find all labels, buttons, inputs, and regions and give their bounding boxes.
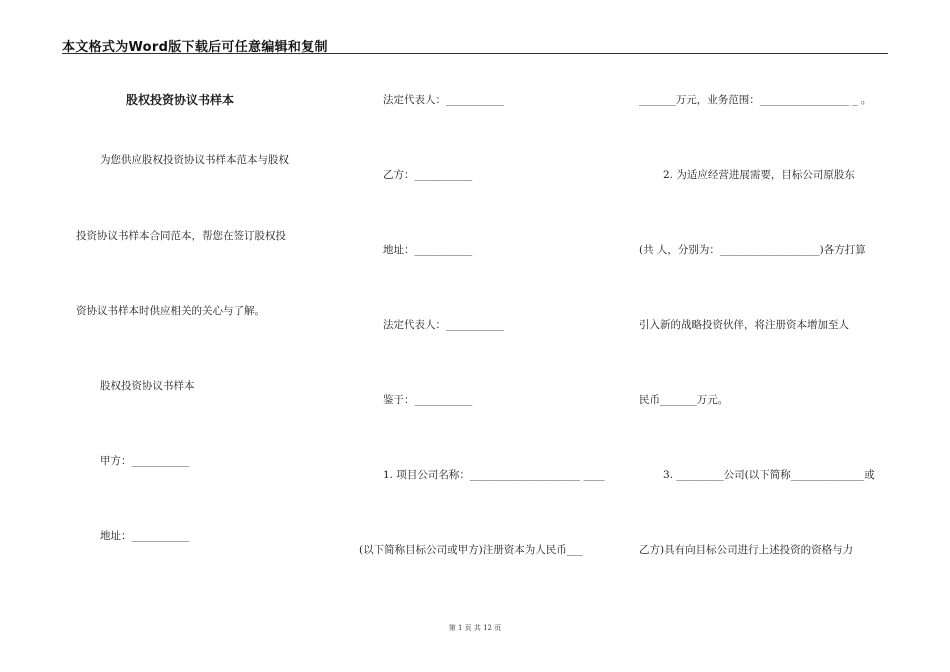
- party-a-line: 甲方：___________: [100, 455, 190, 467]
- project-company-line: 1. 项目公司名称：_____________________ ____: [383, 469, 605, 481]
- business-scope-line: _______万元，业务范围：_________________ _ 。: [639, 94, 872, 106]
- page-number: 第 1 页 共 12 页: [448, 624, 502, 632]
- legal-rep-line: 法定代表人：___________: [383, 94, 504, 106]
- paragraph-line: 为您供应股权投资协议书样本范本与股权: [100, 154, 289, 166]
- paragraph-line: 乙方)具有向目标公司进行上述投资的资格与力: [639, 544, 854, 556]
- registered-capital-line: (以下简称目标公司或甲方)注册资本为人民币___: [359, 544, 583, 556]
- paragraph-line: 民币_______万元。: [639, 394, 729, 406]
- address-line: 地址：___________: [383, 244, 473, 256]
- paragraph-line: 引入新的战略投资伙伴，将注册资本增加至人: [639, 319, 849, 331]
- paragraph-line: 资协议书样本时供应相关的关心与了解。: [76, 305, 265, 317]
- header-rule: [62, 53, 888, 54]
- section-heading: 股权投资协议书样本: [100, 380, 195, 392]
- document-banner: 本文格式为Word版下载后可任意编辑和复制: [62, 40, 328, 55]
- whereas-line: 鉴于：___________: [383, 394, 473, 406]
- paragraph-line: (共 人，分别为：___________________)各方打算: [639, 244, 866, 256]
- party-b-line: 乙方：___________: [383, 169, 473, 181]
- address-line: 地址：___________: [100, 530, 190, 542]
- legal-rep-line: 法定代表人：___________: [383, 319, 504, 331]
- paragraph-line: 3. _________公司(以下简称______________或: [663, 469, 875, 481]
- paragraph-line: 投资协议书样本合同范本，帮您在签订股权投: [76, 230, 286, 242]
- paragraph-line: 2. 为适应经营进展需要，目标公司原股东: [663, 169, 855, 181]
- document-title: 股权投资协议书样本: [126, 93, 235, 107]
